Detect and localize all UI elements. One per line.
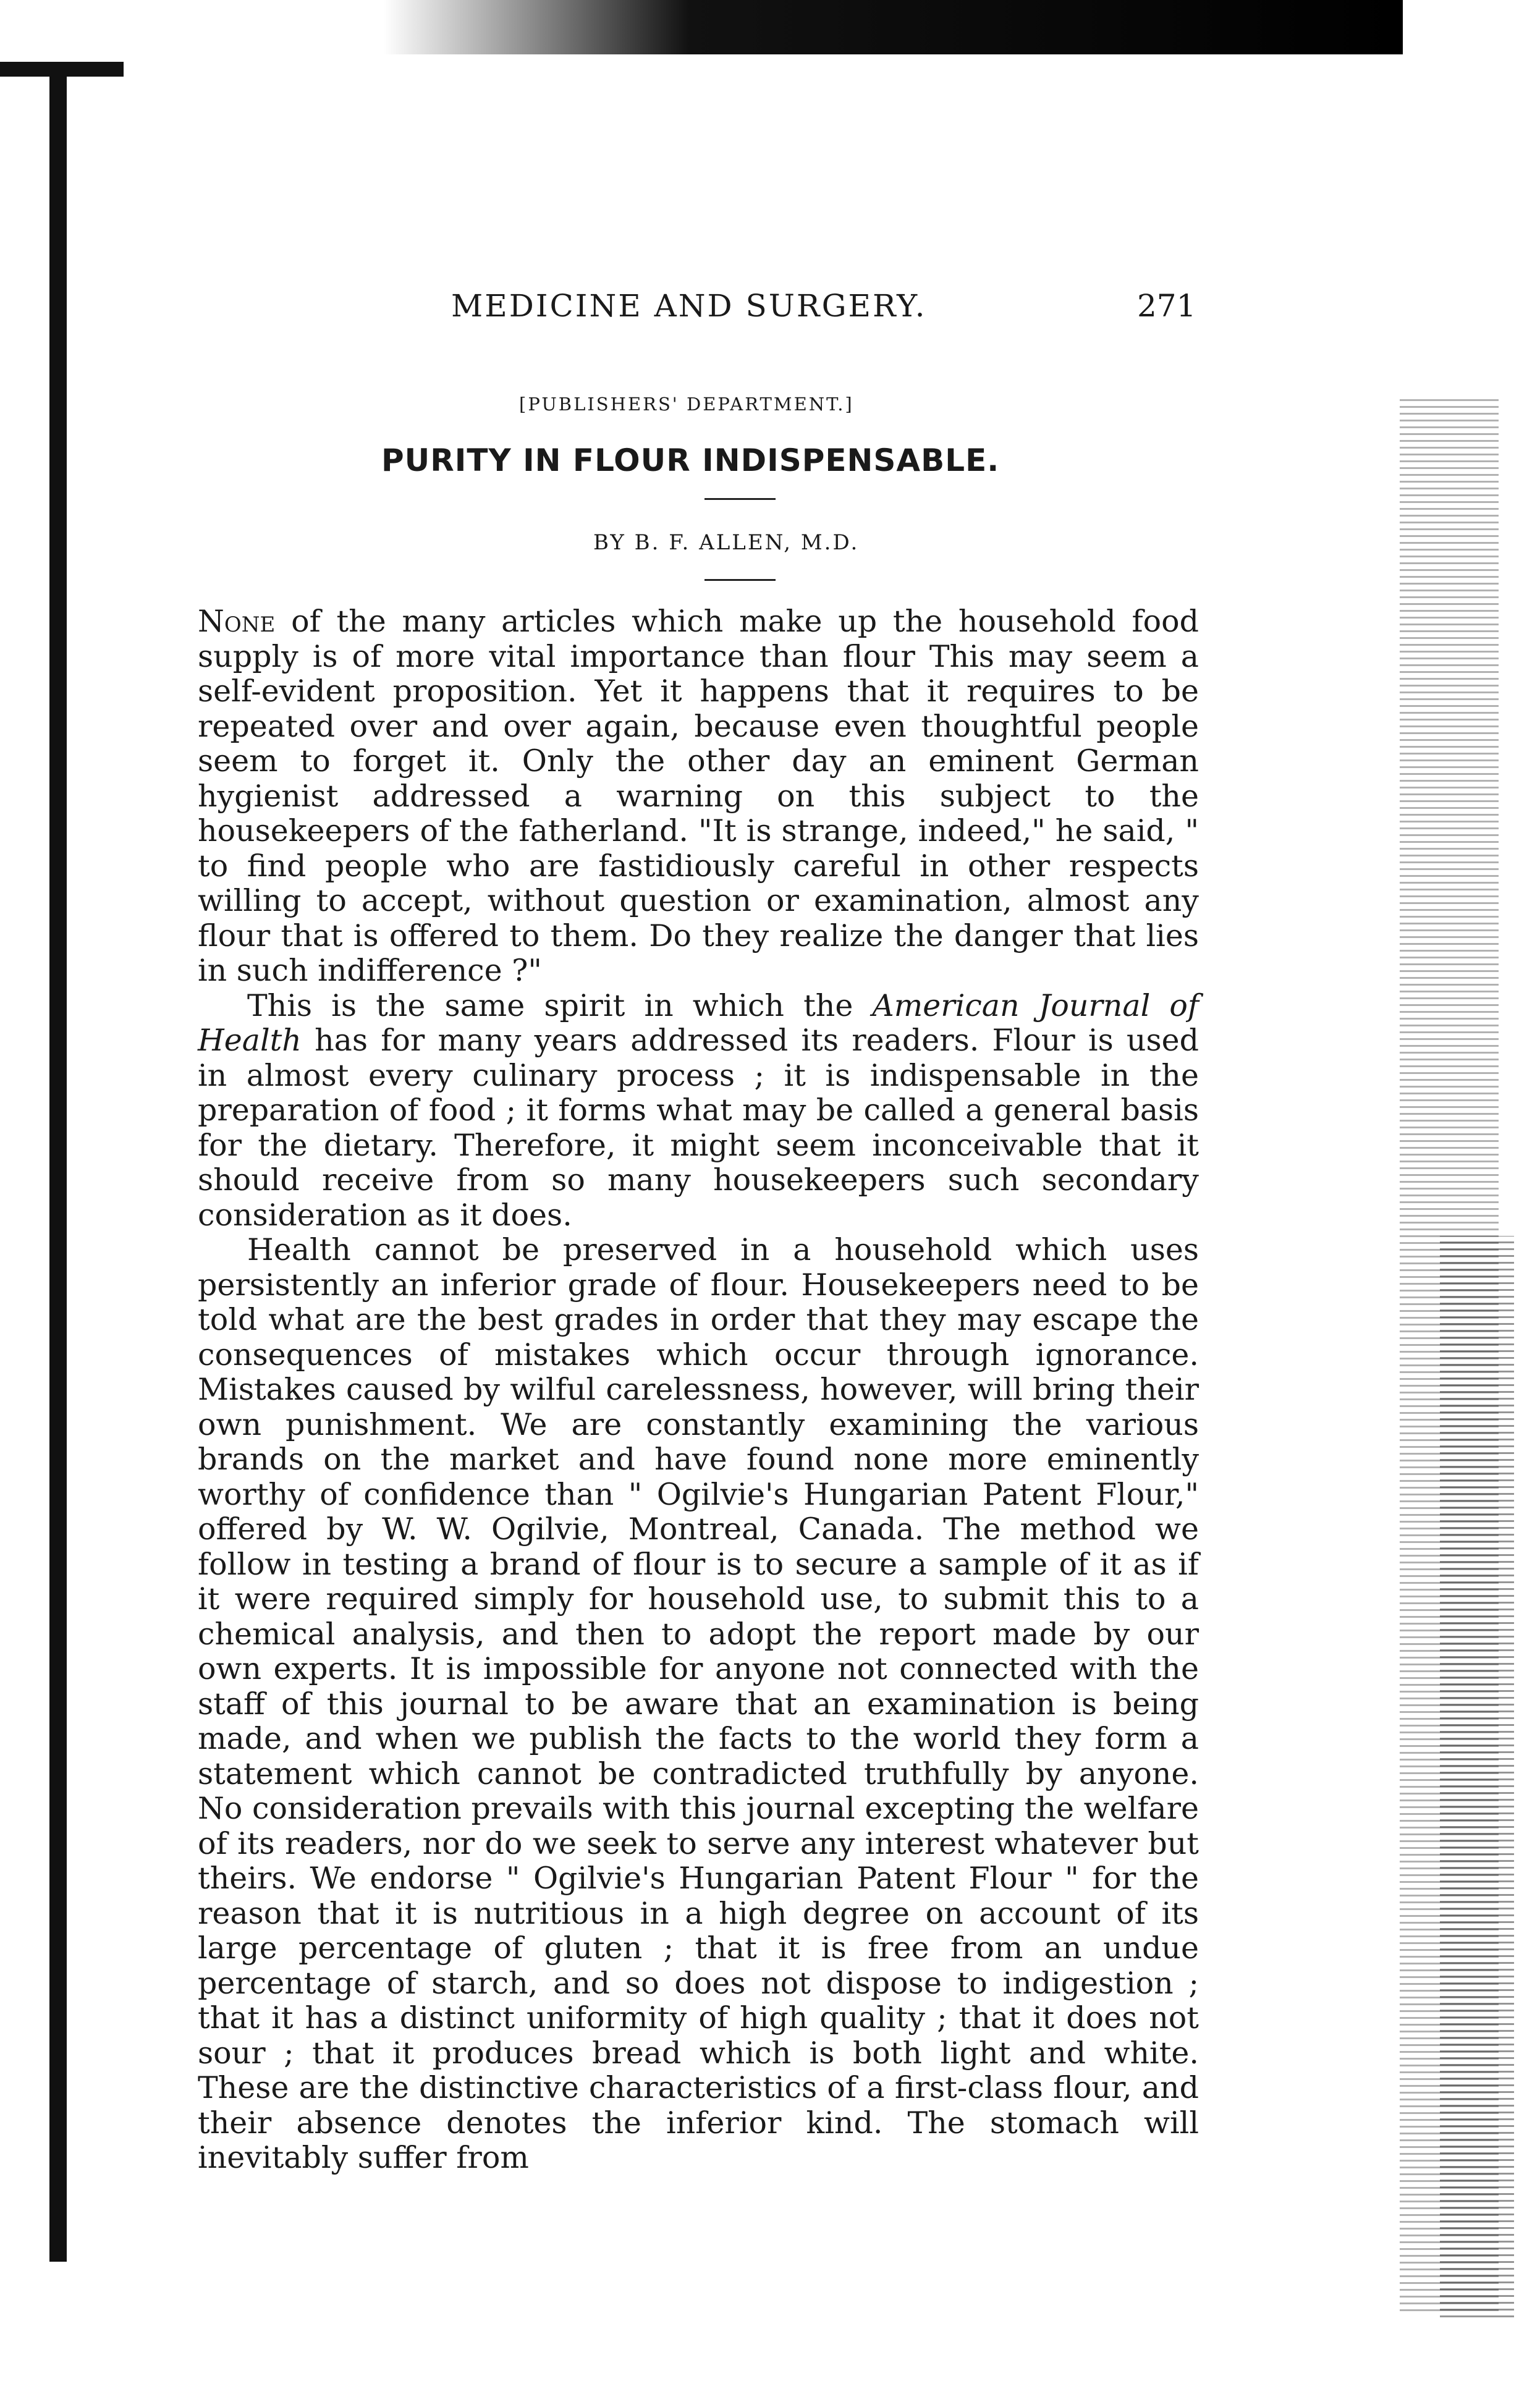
scan-border-left-bar (49, 62, 67, 2262)
article-title: PURITY IN FLOUR INDISPENSABLE. (381, 442, 1000, 478)
paragraph-3-text: Health cannot be preserved in a household which uses persistently an inferior grade of flour. Housekeepers need to be told what are the best grades in order that they may escape the consequences of mistakes which occur through ignorance. Mistakes caused by wilful carelessness, however, will bring their own punishment. We are constantly examining the various brands on the market and have found none more eminently worthy of confidence than " Ogilvie's Hungarian Patent Flour," offered by W. W. Ogilvie, Montreal, Canada. The method we follow in testing a brand of flour is to secure a sample of it as if it were required simply for household use, to submit this to a chemical analysis, and then to adopt the report made by our own experts. It is impossible for anyone not connected with the staff of this journal to be aware that an examination is being made, and when we publish the facts to the world they form a statement which cannot be contradicted truthfully by anyone. No consideration prevails with this journal excepting the welfare of its readers, nor do we seek to serve any interest whatever but theirs. We endorse " Ogilvie's Hungarian Patent Flour " for the reason that it is nutritious in a high degree on account of its large percentage of gluten ; that it is free from an undue percentage of starch, and so does not dispose to indigestion ; that it has a distinct uniformity of high quality ; that it does not sour ; that it produces bread which is both light and white. These are the distinctive characteristics of a first-class flour, and their absence denotes the inferior kind. The stomach will inevitably suffer from (198, 1232, 1199, 2175)
byline-rule (704, 579, 776, 581)
paragraph-1 (198, 604, 1199, 989)
scan-border-left (0, 62, 124, 2262)
drop-lead-word: None (198, 604, 276, 639)
department-label: [PUBLISHERS' DEPARTMENT.] (519, 394, 854, 415)
page-number: 271 (1137, 288, 1196, 324)
journal-title: American Journal of Health (198, 987, 1199, 1058)
paragraph-2-after: has for many years addressed its readers. Flour is used in almost every culinary process ; it is indispensable in the preparation of food ; it forms what may be called a general basis for the dietary. Therefore, it might seem inconceivable that it should receive from so many housekeepers such secondary consideration as it does. (198, 1023, 1199, 1233)
paragraph-2 (198, 989, 1199, 1233)
running-head: MEDICINE AND SURGERY. (451, 288, 927, 324)
title-rule (704, 498, 776, 500)
paragraph-2-before: This is the same spirit in which the (247, 987, 873, 1023)
byline: BY B. F. ALLEN, M.D. (593, 530, 860, 555)
paragraph-3 (198, 1233, 1199, 2176)
article-body (198, 604, 1199, 2176)
scan-edge-noise-dense (1440, 1236, 1514, 2317)
paragraph-1-text: of the many articles which make up the household food supply is of more vital importance than flour This may seem a self-evident proposition. Yet it happens that it requires to be repeated over and over again, because even thoughtful people seem to forget it. Only the other day an eminent German hygienist addressed a warning on this subject to the housekeepers of the fatherland. "It is strange, indeed," he said, " to find people who are fastidiously careful in other respects willing to accept, without question or examination, almost any flour that is offered to them. Do they realize the danger that lies in such indifference ?" (198, 604, 1199, 988)
scan-border-top (383, 0, 1403, 54)
